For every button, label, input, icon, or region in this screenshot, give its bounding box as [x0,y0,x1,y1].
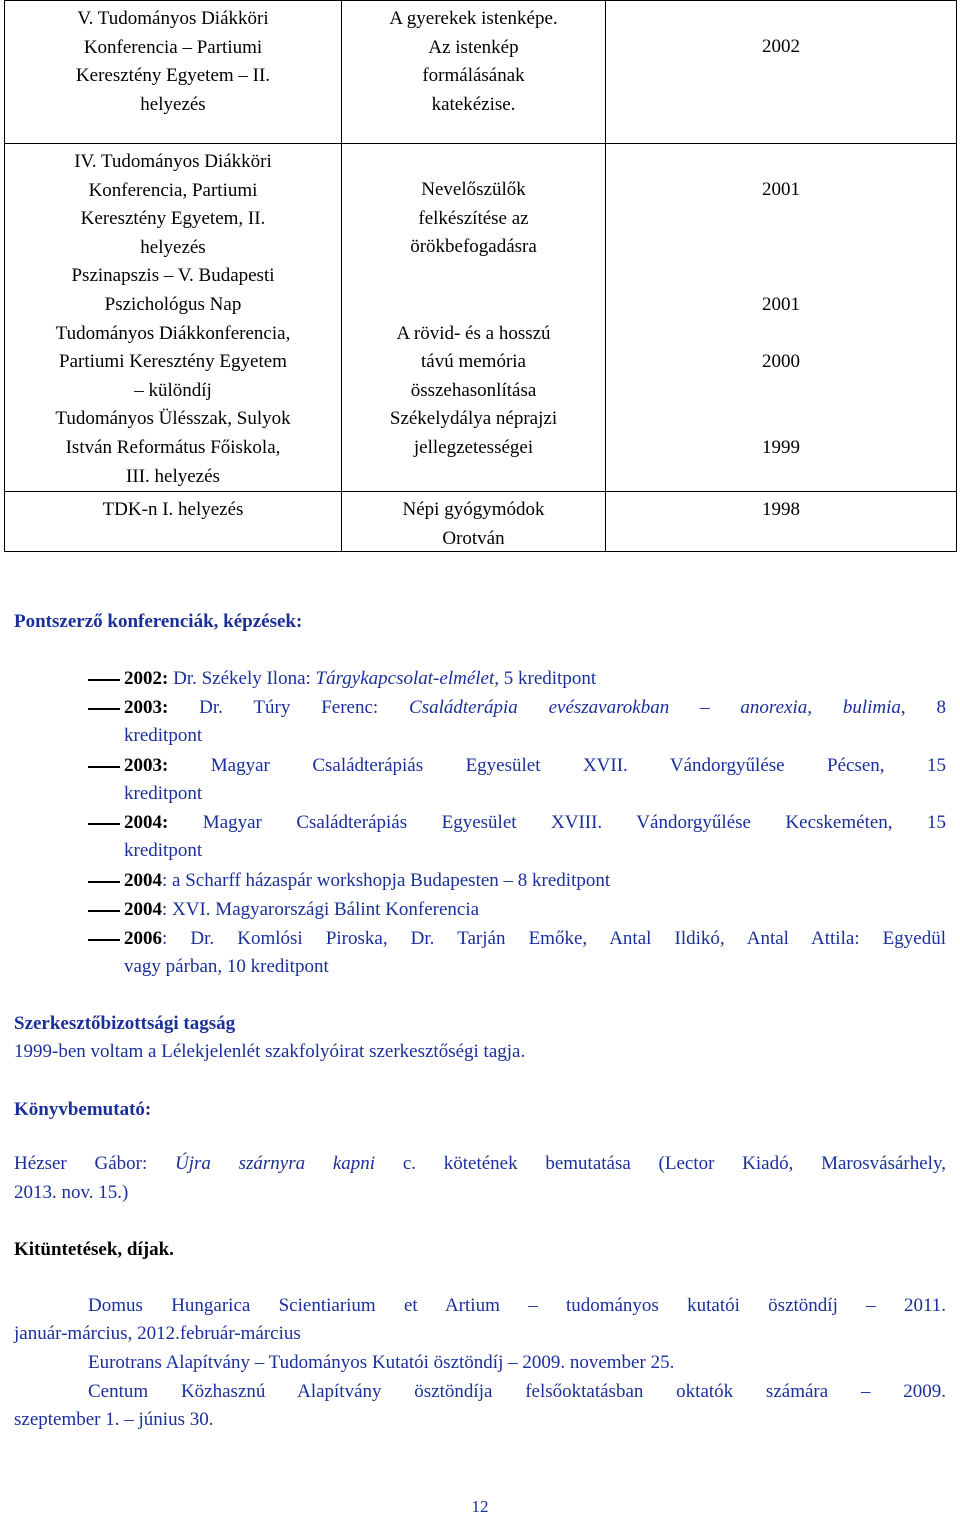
awards-table [4,0,957,552]
list-item [124,665,596,693]
cell-line: összehasonlítása [410,379,537,401]
conf-year: 2004 [124,870,162,891]
award-item-cont: szeptember 1. – június 30. [14,1409,214,1430]
cell-line: örökbefogadásra [410,236,537,258]
cell-line: Partiumi Keresztény Egyetem [59,351,287,373]
cell-line: formálásának [422,65,525,87]
cell-line: helyezés [140,236,206,258]
table-cell [606,1,957,144]
awards-heading: Kitüntetések, díjak. [14,1239,174,1260]
cell-line: Nevelőszülők [421,179,526,200]
conf-text: Magyar Családterápiás Egyesület XVII. Vándorgyűlése Pécsen, 15 [168,755,946,776]
list-item [124,752,946,780]
book-details: c. kötetének bemutatása (Lector Kiadó, Marosvásárhely, [375,1153,946,1174]
table-cell [342,1,606,144]
dash-bullet [88,708,120,710]
conf-text: : XVI. Magyarországi Bálint Konferencia [162,899,480,920]
list-item [124,925,946,953]
cell-line: Keresztény Egyetem, II. [80,208,266,230]
list-item-cont: vagy párban, 10 kreditpont [124,956,329,977]
book-title: Újra szárnyra kapni [174,1153,376,1174]
year-value: 1998 [762,499,800,520]
cell-line: Pszinapszis – V. Budapesti [71,265,275,287]
conf-text: : a Scharff házaspár workshopja Budapesten – 8 kreditpont [162,870,611,891]
cell-line: Az istenkép [428,36,519,58]
year-value: 2001 [762,294,800,315]
cell-line: A rövid- és a hosszú [396,322,551,344]
conf-text: , 5 kreditpont [494,668,597,689]
conf-text: Magyar Családterápiás Egyesület XVIII. Vándorgyűlése Kecskeméten, 15 [168,812,946,833]
list-item [124,867,610,895]
cell-line: helyezés [140,93,206,115]
cell-line: TDK-n I. helyezés [102,499,244,520]
editorial-text: 1999-ben voltam a Lélekjelenlét szakfolyóirat szerkesztőségi tagja. [14,1041,526,1062]
year-value: 2001 [762,179,800,200]
book-text-cont: 2013. nov. 15.) [14,1182,129,1203]
cell-line: Konferencia – Partiumi [83,36,263,58]
table-cell [342,144,606,492]
conf-text: , 8 [900,697,946,718]
conf-text: : Dr. Komlósi Piroska, Dr. Tarján Emőke, Antal Ildikó, Antal Attila: Egyedül [162,928,946,949]
cell-line: Székelydálya néprajzi [389,408,558,430]
cell-line: A gyerekek istenképe. [389,8,558,29]
book-heading: Könyvbemutató: [14,1099,152,1120]
table-cell [5,492,342,552]
conf-year: 2004 [124,899,162,920]
dash-bullet [88,823,120,825]
cell-line: Népi gyógymódok [402,499,545,520]
table-cell [342,492,606,552]
cell-line: III. helyezés [126,465,220,487]
dash-bullet [88,679,120,681]
dash-bullet [88,910,120,912]
cell-line: Konferencia, Partiumi [88,179,258,201]
list-item [124,694,946,722]
table-cell [606,144,957,492]
cell-line: Tudományos Ülésszak, Sulyok [55,408,291,430]
conf-year: 2003: [124,697,169,718]
conf-year: 2003: [124,755,169,776]
conf-title: Tárgykapcsolat-elmélet [315,668,495,689]
conf-year: 2006 [124,928,162,949]
cell-line: István Református Főiskola, [65,437,281,458]
list-item-cont: kreditpont [124,725,203,746]
list-item-cont: kreditpont [124,783,203,804]
table-cell [606,492,957,552]
conferences-heading: Pontszerző konferenciák, képzések: [14,611,303,632]
conf-year: 2002: [124,668,169,689]
cell-line: felkészítése az [418,207,529,229]
cell-line: jellegzetességei [413,437,534,458]
year-value: 2000 [762,351,800,373]
conf-year: 2004: [124,812,169,833]
list-item [124,896,479,924]
book-text [14,1150,946,1178]
dash-bullet [88,881,120,883]
cell-line: V. Tudományos Diákköri [77,8,269,29]
editorial-heading: Szerkesztőbizottsági tagság [14,1013,236,1034]
list-item [124,809,946,837]
award-item: Eurotrans Alapítvány – Tudományos Kutatói ösztöndíj – 2009. november 25. [88,1352,675,1373]
year-value: 1999 [762,437,800,458]
table-row [5,492,957,552]
cell-line: IV. Tudományos Diákköri [74,151,272,172]
dash-bullet [88,939,120,941]
page-number: 12 [471,1497,489,1516]
book-author: Hézser Gábor: [14,1153,175,1174]
award-item-cont: január-március, 2012.február-március [14,1323,301,1344]
year-value: 2002 [762,36,800,57]
cell-line: Keresztény Egyetem – II. [75,65,271,87]
award-item: Centum Közhasznú Alapítvány ösztöndíja felsőoktatásban oktatók számára – 2009. [88,1381,946,1402]
table-row [5,1,957,144]
table-row [5,144,957,492]
table-cell [5,1,342,144]
cell-line: Pszichológus Nap [104,294,242,315]
cell-line: katekézise. [431,93,516,115]
dash-bullet [88,766,120,768]
cell-line: távú memória [421,351,526,373]
conf-title: Családterápia evészavarokban – anorexia, bulimia [409,697,901,718]
cell-line: – különdíj [134,379,212,401]
conf-text: Dr. Túry Ferenc: [168,697,410,718]
table-cell [5,144,342,492]
list-item-cont: kreditpont [124,840,203,861]
cell-line: Tudományos Diákkonferencia, [55,322,291,344]
conf-text: Dr. Székely Ilona: [168,668,316,689]
award-item: Domus Hungarica Scientiarium et Artium – tudományos kutatói ösztöndíj – 2011. [88,1295,946,1316]
cell-line: Orotván [442,527,505,549]
